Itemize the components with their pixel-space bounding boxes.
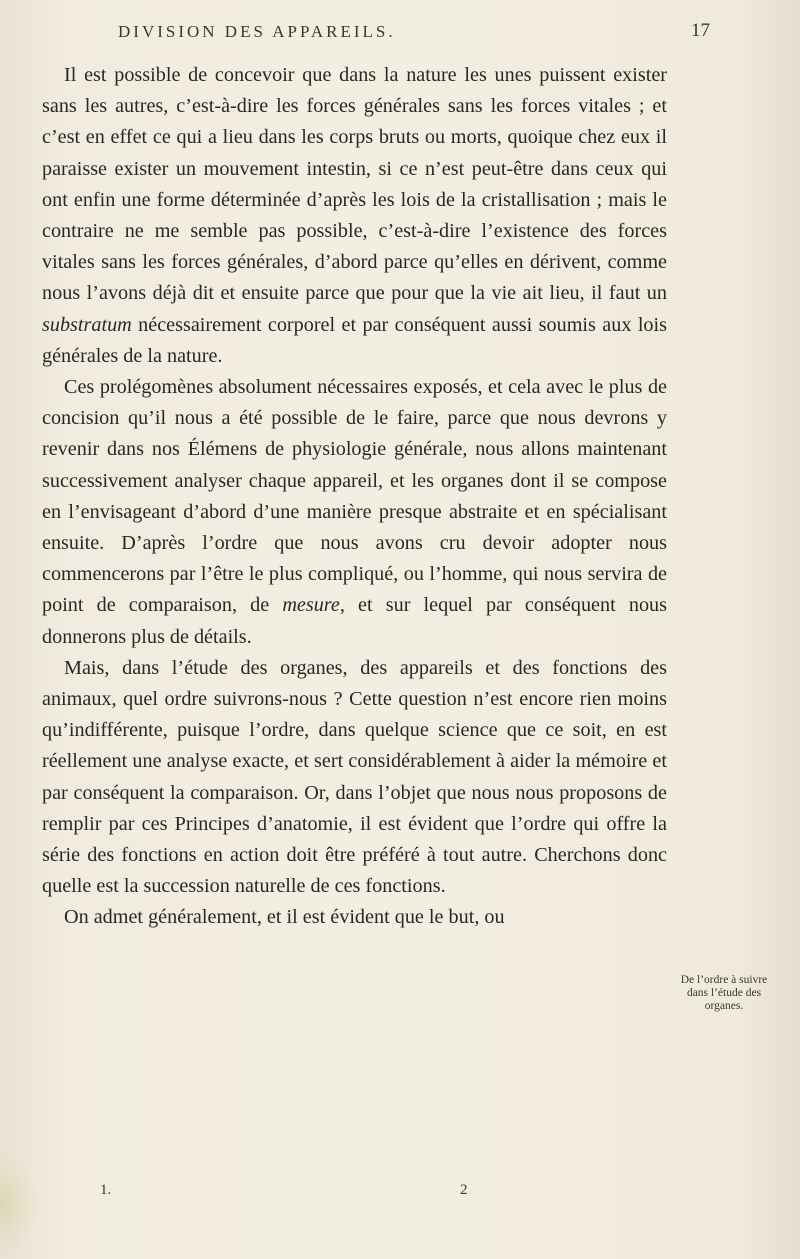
signature-mark: 1. (100, 1182, 112, 1198)
page-number: 2 (460, 1182, 468, 1198)
paragraph-1-text-b: nécessairement corporel et par conséquent aussi soumis aux lois générales de la nature. (42, 313, 667, 367)
paragraph-2-italic: mesure (282, 594, 340, 617)
running-title: DIVISION DES APPAREILS. (118, 22, 396, 41)
paragraph-1-text-a: Il est possible de concevoir que dans la nature les unes puissent exister sans les autres, c’est-à-dire les forces générales sans les forces vitales ; et c’est en effet ce qui a lieu dans les corps bruts ou morts, quoique chez eux il paraisse exister un mouvement intestin, si ce n’est peut-être dans ceux qui ont enfin une forme déterminée d’après les lois de la cristallisation ; mais le contraire ne me semble pas possible, c’est-à-dire l’existence des forces vitales sans les forces générales, d’abord parce qu’elles en dérivent, comme nous l’avons déjà dit et ensuite parce que pour que la vie ait lieu, il faut un (42, 64, 667, 305)
paragraph-3: Mais, dans l’étude des organes, des appareils et des fonctions des animaux, quel ordre suivrons-nous ? Cette question n’est encore rien moins qu’indifférente, puisque l’ordre, dans quelque science que ce soit, en est réellement une analyse exacte, et sert considérablement à aider la mémoire et par conséquent la comparaison. Or, dans l’objet que nous nous proposons de remplir par ces Principes d’anatomie, il est évident que l’ordre qui offre la série des fonctions en action doit être préféré à tout autre. Cherchons donc quelle est la succession naturelle de ces fonctions. (42, 656, 667, 898)
paragraph-2-text-b: , et sur lequel par conséquent nous donnerons plus de détails. (42, 594, 667, 648)
paragraph-1 (42, 60, 667, 372)
paragraph-1-italic: substratum (42, 313, 132, 336)
paragraph-4: On admet généralement, et il est évident que le but, ou (64, 906, 505, 929)
margin-note: De l’ordre à suivre dans l’étude des organes. (680, 974, 768, 1012)
paragraph-2-text-a: Ces prolégomènes absolument nécessaires exposés, et cela avec le plus de concision qu’il nous a été possible de le faire, parce que nous devrons y revenir dans nos Élémens de physiologie générale, nous allons maintenant successivement analyser chaque appareil, et les organes dont il se compose en l’envisageant d’abord d’une manière presque abstraite et en spécialisant ensuite. D’après l’ordre que nous avons cru devoir adopter nous commencerons par l’être le plus compliqué, ou l’homme, qui nous servira de point de comparaison, de (42, 376, 667, 617)
body-text (42, 60, 667, 934)
paper-stain (0, 1150, 40, 1259)
paragraph-2 (42, 372, 667, 653)
page-folio: 17 (691, 20, 710, 41)
